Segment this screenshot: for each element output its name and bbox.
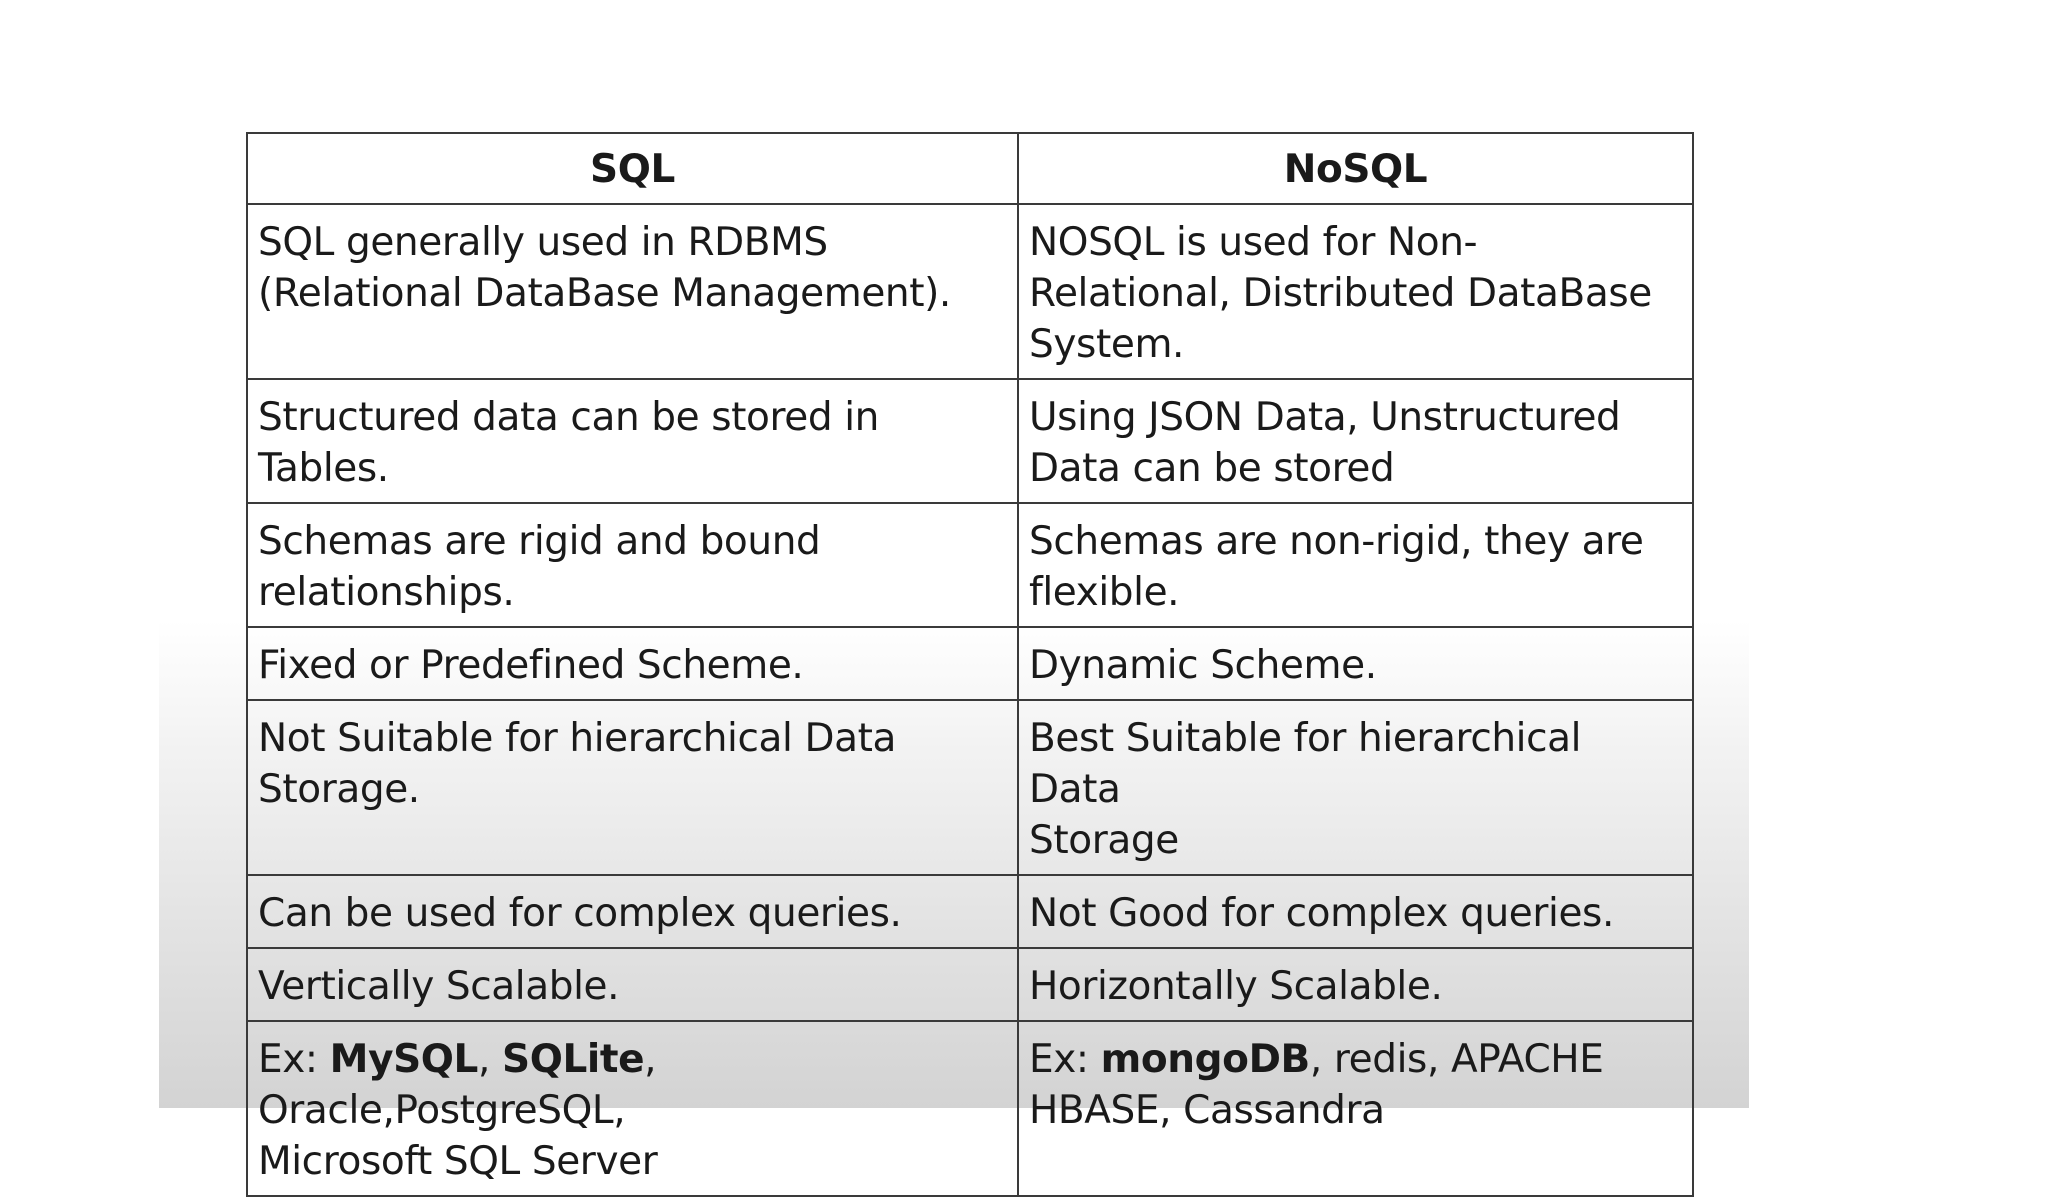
examples-prefix: Ex:	[258, 1037, 330, 1082]
examples-separator: ,	[478, 1037, 502, 1082]
sql-cell: Fixed or Predefined Scheme.	[247, 627, 1018, 700]
nosql-cell: Not Good for complex queries.	[1018, 875, 1693, 948]
nosql-cell: Dynamic Scheme.	[1018, 627, 1693, 700]
nosql-examples-cell	[1018, 1021, 1693, 1196]
sql-cell: Vertically Scalable.	[247, 948, 1018, 1021]
table-row	[247, 948, 1693, 1021]
nosql-cell: Horizontally Scalable.	[1018, 948, 1693, 1021]
nosql-cell: Using JSON Data, Unstructured Data can be stored	[1018, 379, 1693, 503]
sql-examples-cell	[247, 1021, 1018, 1196]
sql-cell: SQL generally used in RDBMS (Relational DataBase Management).	[247, 204, 1018, 379]
table-row	[247, 204, 1693, 379]
examples-rest: , Oracle,PostgreSQL, Microsoft SQL Server	[258, 1037, 658, 1184]
examples-prefix: Ex:	[1029, 1037, 1101, 1082]
nosql-cell: NOSQL is used for Non- Relational, Distributed DataBase System.	[1018, 204, 1693, 379]
nosql-cell: Best Suitable for hierarchical Data Storage	[1018, 700, 1693, 875]
header-nosql: NoSQL	[1018, 133, 1693, 204]
sql-cell: Not Suitable for hierarchical Data Storage.	[247, 700, 1018, 875]
table-header-row	[247, 133, 1693, 204]
examples-rest: , redis, APACHE HBASE, Cassandra	[1029, 1037, 1604, 1133]
table-row	[247, 627, 1693, 700]
example-mongodb: mongoDB	[1100, 1037, 1310, 1082]
table-row	[247, 503, 1693, 627]
example-sqlite: SQLite	[502, 1037, 645, 1082]
table-row	[247, 379, 1693, 503]
table-row	[247, 875, 1693, 948]
sql-cell: Structured data can be stored in Tables.	[247, 379, 1018, 503]
sql-vs-nosql-table	[246, 132, 1694, 1197]
nosql-cell: Schemas are non-rigid, they are flexible.	[1018, 503, 1693, 627]
example-mysql: MySQL	[329, 1037, 478, 1082]
examples-row	[247, 1021, 1693, 1196]
header-sql: SQL	[247, 133, 1018, 204]
sql-cell: Schemas are rigid and bound relationships.	[247, 503, 1018, 627]
table-row	[247, 700, 1693, 875]
sql-cell: Can be used for complex queries.	[247, 875, 1018, 948]
